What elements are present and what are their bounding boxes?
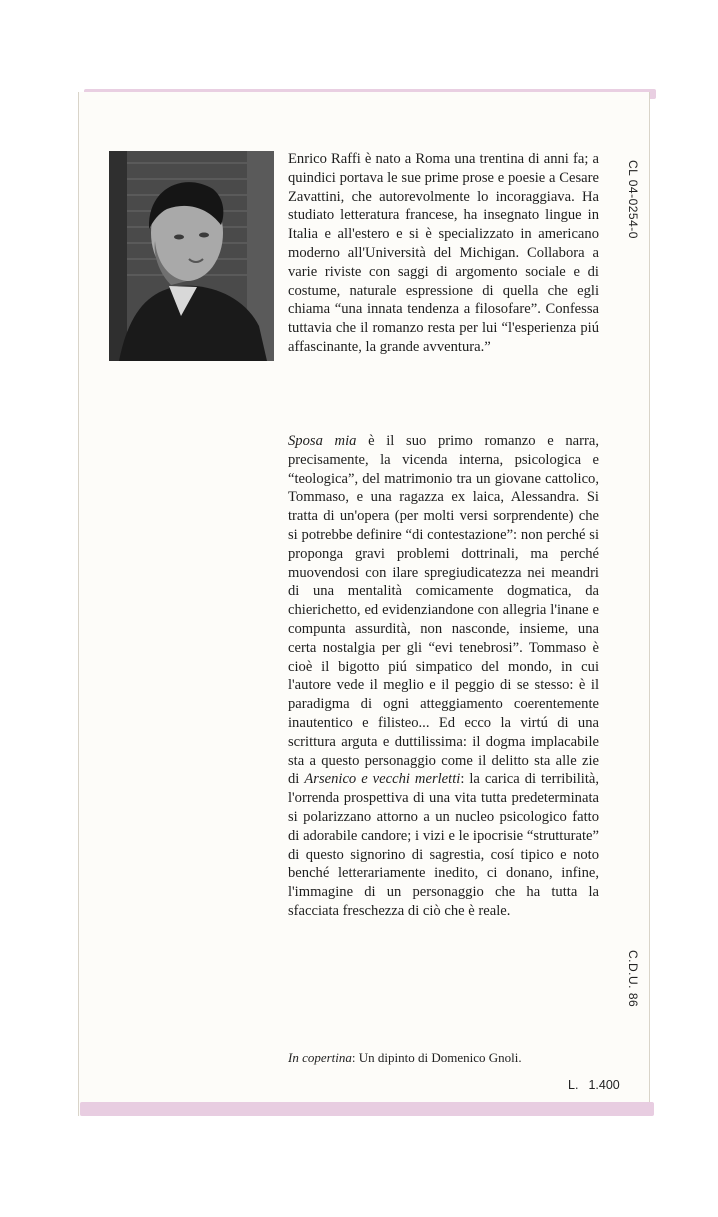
cdu-classification: C.D.U. 86 xyxy=(626,950,640,1008)
cover-credit-text: : Un dipinto di Domenico Gnoli. xyxy=(351,1050,522,1065)
author-photo xyxy=(109,151,274,361)
synopsis-text-part2: : la carica di terribilità, l'orrenda prospettiva di una vita tutta predeterminata si polarizzano attorno a un nucleo psicologico fatto di adorabile candore; i vizi e le ipocrisie “strutturate” di questo signorino di sagrestia, cosí tipico e noto benché letterariamente inedito, ci donano, infine, l'immagine di un personaggio che ha tutta la sfacciata freschezza di ciò che è reale. xyxy=(288,771,599,919)
catalog-code: CL 04-0254-0 xyxy=(626,160,640,239)
book-title: Sposa mia xyxy=(288,433,357,449)
film-title: Arsenico e vecchi merletti xyxy=(304,771,461,788)
author-bio: Enrico Raffi è nato a Roma una trentina di anni fa; a quindici portava le sue prime prose e poesie a Cesare Zavattini, che autorevolmente lo incoraggiava. Ha studiato letteratura francese, ha insegnato lingue in Italia e all'estero e si è specializzato in americano moderno all'Università del Michigan. Collabora a varie riviste con saggi di argomento sociale e di costume, naturale espressione di quella che egli chiama “una innata tendenza a filosofare”. Confessa tuttavia che il romanzo resta per lui “l'esperienza piú affascinante, la grande avventura.” xyxy=(288,151,599,355)
price-currency: L. xyxy=(568,1078,579,1092)
book-synopsis xyxy=(288,432,599,921)
price-label xyxy=(568,1078,620,1092)
synopsis-text-part1: è il suo primo romanzo e narra, precisamente, la vicenda interna, psicologica e “teologica”, del matrimonio tra un giovane cattolico, Tommaso, e una ragazza ex laica, Alessandra. Si tratta di un'opera (per molti versi sorprendente) che si potrebbe definire “di contestazione”: non perché si proponga gravi problemi dottrinali, ma perché muovendosi con ilare spregiudicatezza nei meandri di una mentalità comicamente dogmatica, da chierichetto, ed evidenziandone con allegria l'inane e compunta assurdità, non nasconde, insieme, una certa nostalgia per gli “evi tenebrosi”. Tommaso è cioè il bigotto piú simpatico del mondo, in cui l'autore vede il meglio e il peggio di se stesso: è il paradigma di ogni atteggiamento coerentemente inautentico e filisteo... Ed ecco la virtú di una scrittura arguta e duttilissima: il dogma implacabile sta a questo personaggio come il delitto sta alle zie di xyxy=(288,433,600,788)
cover-credit xyxy=(288,1050,522,1066)
cover-credit-label: In copertina xyxy=(288,1050,352,1065)
price-amount: 1.400 xyxy=(588,1078,620,1092)
cover-bottom-edge xyxy=(80,1102,654,1116)
